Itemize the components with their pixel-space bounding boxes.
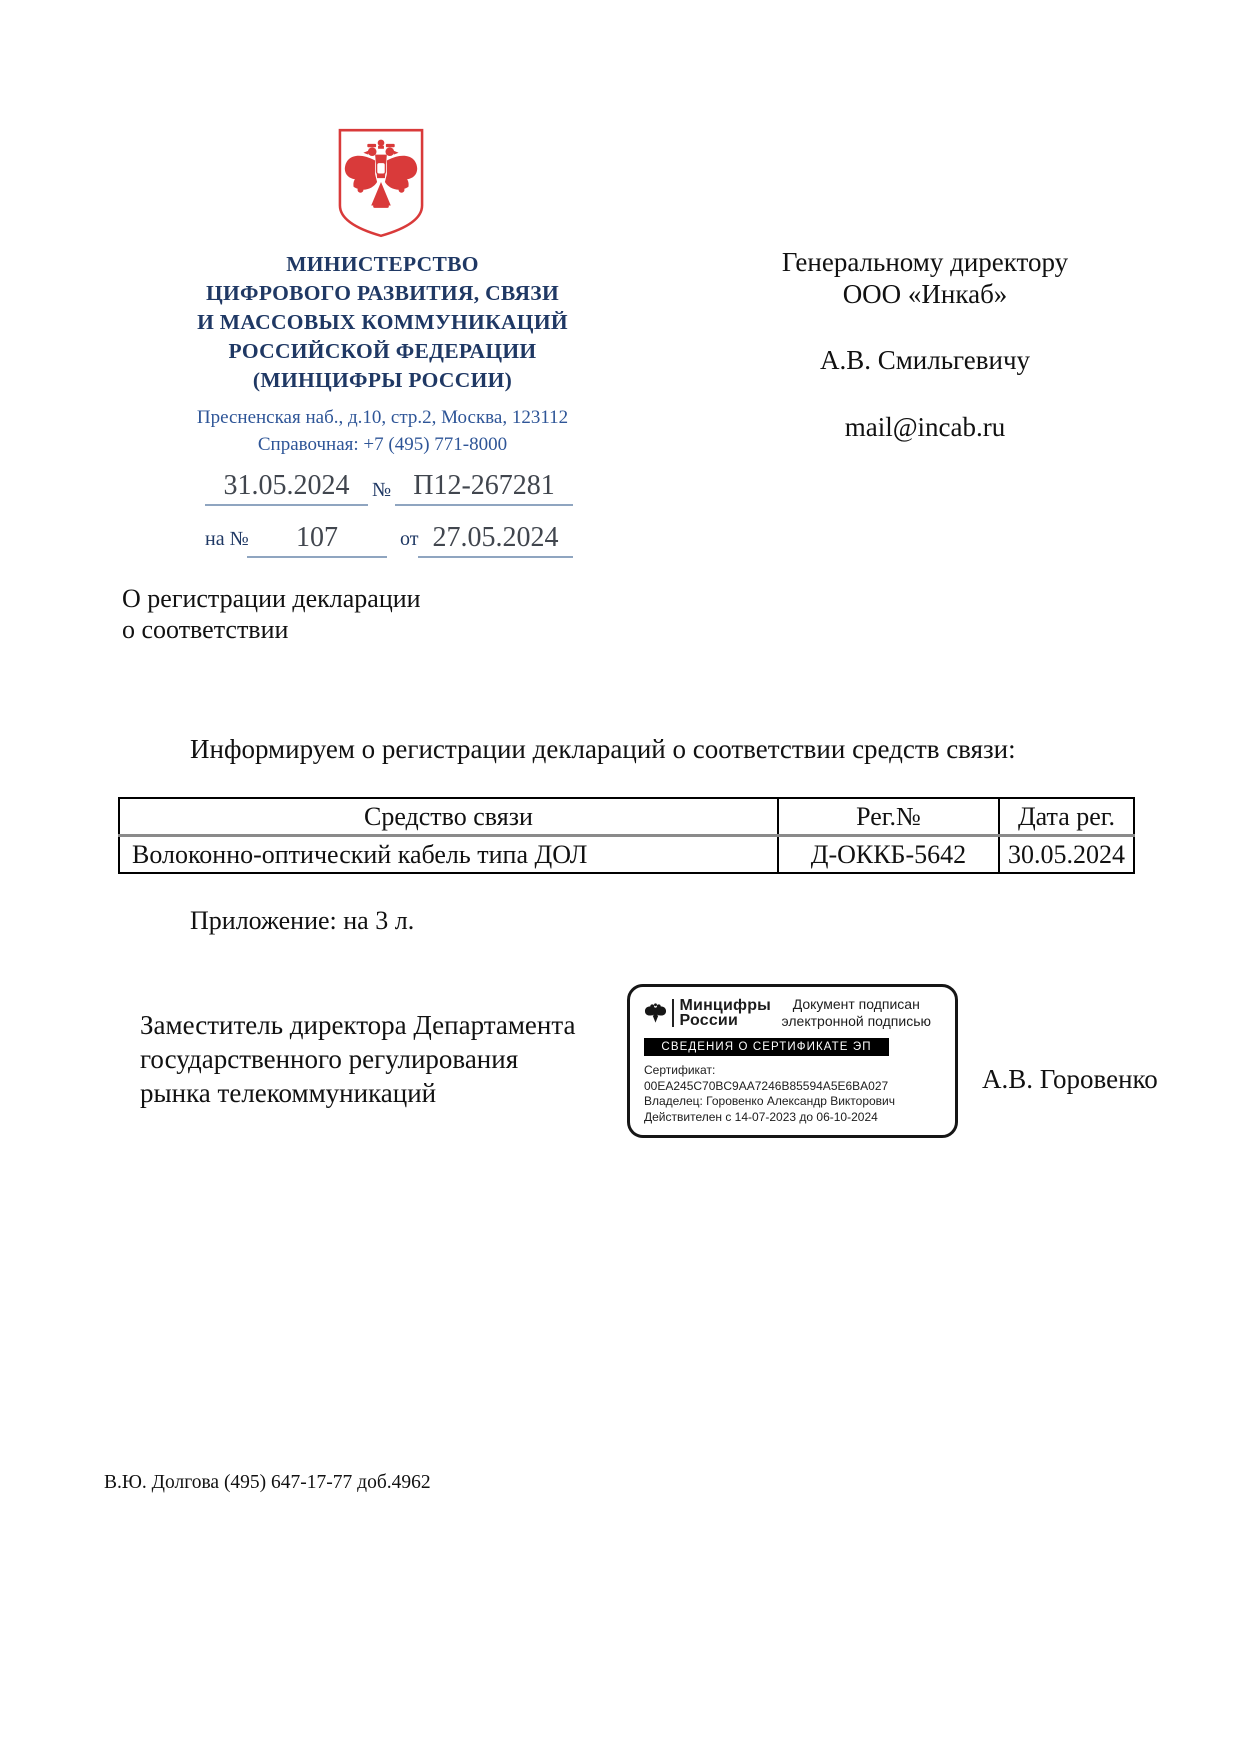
ministry-name-line: ЦИФРОВОГО РАЗВИТИЯ, СВЯЗИ: [206, 281, 559, 305]
ministry-address: Пресненская наб., д.10, стр.2, Москва, 123112: [196, 407, 569, 428]
subject-block: [122, 583, 421, 645]
col-header-reg-date: Дата рег.: [999, 798, 1134, 836]
digital-signature-stamp: [627, 984, 958, 1138]
ministry-name-line: И МАССОВЫХ КОММУНИКАЦИЙ: [197, 310, 568, 334]
signer-position-line: государственного регулирования: [140, 1044, 519, 1074]
ministry-phone: Справочная: +7 (495) 771-8000: [257, 434, 508, 455]
outgoing-date-field: 31.05.2024: [205, 468, 368, 506]
ministry-name-line: МИНИСТЕРСТВО: [286, 252, 479, 276]
subject-line: о соответствии: [122, 615, 289, 644]
reply-date-label: от: [400, 528, 419, 550]
stamp-logo-line: Минцифры: [679, 997, 772, 1014]
ministry-address-block: [150, 404, 615, 458]
table-header-row: [119, 798, 1134, 836]
reply-number-label: на №: [205, 528, 249, 550]
stamp-certificate-number: Сертификат: 00EA245C70BC9AA7246B85594A5E6BA027: [644, 1063, 889, 1093]
col-header-device: Средство связи: [119, 798, 778, 836]
signer-position: [140, 1008, 620, 1110]
subject-line: О регистрации декларации: [122, 584, 421, 613]
recipient-person: А.В. Смильгевичу: [819, 345, 1031, 375]
registration-table: [118, 797, 1135, 874]
recipient-email: mail@incab.ru: [844, 412, 1006, 442]
cell-reg-number: Д-ОККБ-5642: [778, 836, 999, 874]
body-paragraph: Информируем о регистрации деклараций о соответствии средств связи:: [190, 734, 1016, 764]
stamp-certificate-details: [644, 1063, 941, 1125]
cell-reg-date: 30.05.2024: [999, 836, 1134, 874]
stamp-signed-text: [782, 996, 931, 1030]
col-header-reg-number: Рег.№: [778, 798, 999, 836]
ministry-name: [150, 250, 615, 395]
stamp-certificate-owner: Владелец: Горовенко Александр Викторович: [644, 1094, 896, 1108]
stamp-certificate-validity: Действителен с 14-07-2023 до 06-10-2024: [644, 1109, 878, 1124]
stamp-logo-divider: [672, 999, 674, 1027]
ministry-name-line: РОССИЙСКОЙ ФЕДЕРАЦИИ: [228, 339, 537, 363]
signer-position-line: Заместитель директора Департамента: [140, 1010, 576, 1040]
mincifry-eagle-icon: [644, 1002, 667, 1024]
stamp-logo-text: [680, 998, 772, 1028]
table-row: [119, 836, 1134, 874]
attachment-note: Приложение: на 3 л.: [190, 906, 415, 935]
russia-coat-of-arms-icon: [337, 126, 425, 240]
stamp-certificate-bar: СВЕДЕНИЯ О СЕРТИФИКАТЕ ЭП: [644, 1038, 889, 1056]
reply-number-field: 107: [247, 520, 387, 558]
cell-device: Волоконно-оптический кабель типа ДОЛ: [119, 836, 778, 874]
reply-date-field: 27.05.2024: [418, 520, 573, 558]
stamp-signed-line: Документ подписан: [792, 996, 920, 1012]
stamp-logo-line: России: [679, 1012, 739, 1029]
signer-name: А.В. Горовенко: [982, 1064, 1158, 1094]
outgoing-number-field: П12-267281: [395, 468, 573, 506]
recipient-company: ООО «Инкаб»: [842, 279, 1008, 309]
stamp-signed-line: электронной подписью: [781, 1013, 931, 1029]
stamp-header: [644, 996, 941, 1030]
recipient-title: Генеральному директору: [781, 247, 1069, 277]
executor-contact: В.Ю. Долгова (495) 647-17-77 доб.4962: [104, 1472, 431, 1493]
number-label: №: [372, 479, 392, 501]
ministry-name-line: (МИНЦИФРЫ РОССИИ): [252, 368, 513, 392]
signer-position-line: рынка телекоммуникаций: [140, 1078, 437, 1108]
